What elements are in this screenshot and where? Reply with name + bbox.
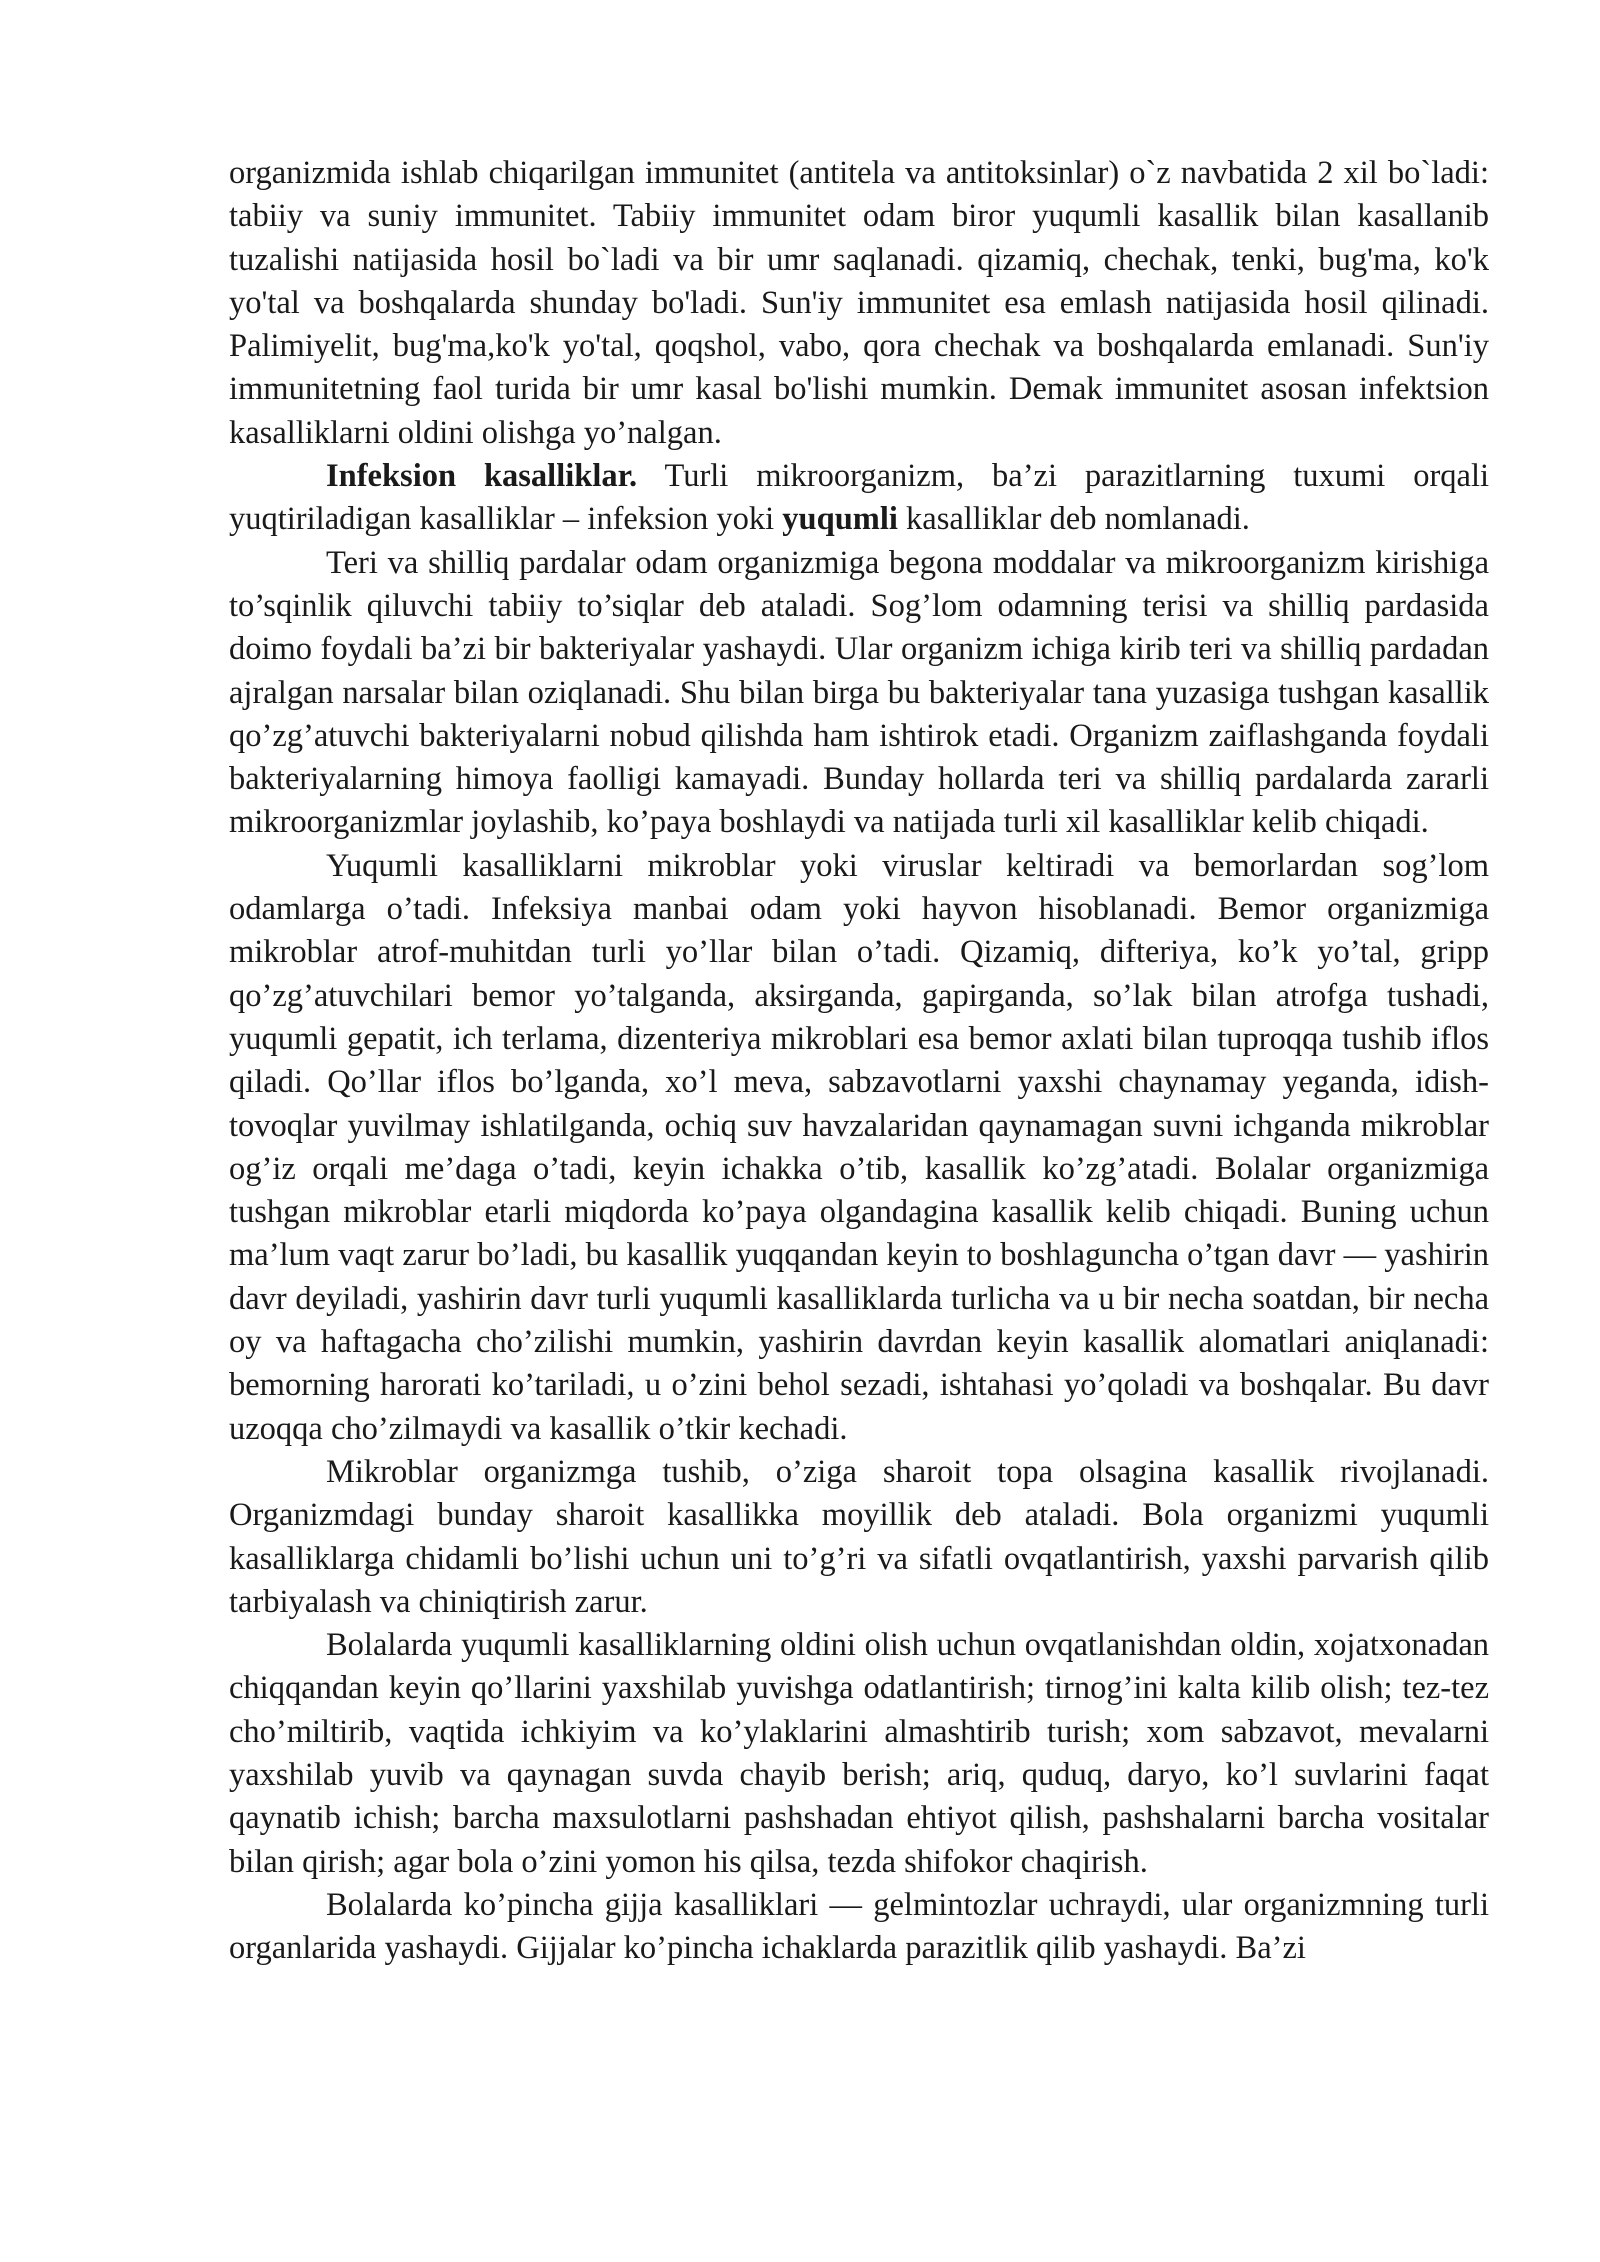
paragraph-predisposition: Mikroblar organizmga tushib, o’ziga sharoit topa olsagina kasallik rivojlanadi. Organizmdagi bunday sharoit kasallikka moyillik deb ataladi. Bola organizmi yuqumli kasalliklarga chidamli bo’lishi uchun uni to’g’ri va sifatli ovqatlantirish, yaxshi parvarish qilib tarbiyalash va chiniqtirish zarur. [229,1453,1489,1620]
paragraph-skin-barriers: Teri va shilliq pardalar odam organizmiga begona moddalar va mikroorganizm kirishiga to’sqinlik qiluvchi tabiiy to’siqlar deb ataladi. Sog’lom odamning terisi va shilliq pardasida doimo foydali ba’zi bir bakteriyalar yashaydi. Ular organizm ichiga kirib teri va shilliq pardadan ajralgan narsalar bilan oziqlanadi. Shu bilan birga bu bakteriyalar tana yuzasiga tushgan kasallik qo’zg’atuvchi bakteriyalarni nobud qilishda ham ishtirok etadi. Organizm zaiflashganda foydali bakteriyalarning himoya faolligi kamayadi. Bunday hollarda teri va shilliq pardalarda zararli mikroorganizmlar joylashib, ko’paya boshlaydi va natijada turli xil kasalliklar kelib chiqadi. [229,544,1489,841]
bold-term-yuqumli: yuqumli [782,501,898,538]
paragraph-immunity: organizmida ishlab chiqarilgan immunitet (antitela va antitoksinlar) o`z navbatida 2 xil bo`ladi: tabiiy va suniy immunitet. Tabiiy immunitet odam biror yuqumli kasallik bilan kasallanib tuzalishi natijasida hosil bo`ladi va bir umr saqlanadi. qizamiq, chechak, tenki, bug'ma, ko'k yo'tal va boshqalarda shunday bo'ladi. Sun'iy immunitet esa emlash natijasida hosil qilinadi. Palimiyelit, bug'ma,ko'k yo'tal, qoqshol, vabo, qora chechak va boshqalarda emlanadi. Sun'iy immunitetning faol turida bir umr kasal bo'lishi mumkin. Demak immunitet asosan infektsion kasalliklarni oldini olishga yo’nalgan. [229,155,1489,451]
paragraph-helminths: Bolalarda ko’pincha gijja kasalliklari — gelmintozlar uchraydi, ular organizmning turli organlarida yashaydi. Gijjalar ko’pincha ichaklarda parazitlik qilib yashaydi. Ba’zi [229,1886,1489,1967]
paragraph-text: kasalliklar deb nomlanadi. [897,501,1250,538]
paragraph-transmission: Yuqumli kasalliklarni mikroblar yoki viruslar keltiradi va bemorlardan sog’lom odamlarga o’tadi. Infeksiya manbai odam yoki hayvon hisoblanadi. Bemor organizmiga mikroblar atrof-muhitdan turli yo’llar bilan o’tadi. Qizamiq, difteriya, ko’k yo’tal, gripp qo’zg’atuvchilari bemor yo’talganda, aksirganda, gapirganda, so’lak bilan atrofga tushadi, yuqumli gepatit, ich terlama, dizenteriya mikroblari esa bemor axlati bilan tuproqqa tushib iflos qiladi. Qo’llar iflos bo’lganda, xo’l meva, sabzavotlarni yaxshi chaynamay yeganda, idish-tovoqlar yuvilmay ishlatilganda, ochiq suv havzalaridan qaynamagan suvni ichganda mikroblar og’iz orqali me’daga o’tadi, keyin ichakka o’tib, kasallik ko’zg’atadi. Bolalar organizmiga tushgan mikroblar etarli miqdorda ko’paya olgandagina kasallik kelib chiqadi. Buning uchun ma’lum vaqt zarur bo’ladi, bu kasallik yuqqandan keyin to boshlaguncha o’tgan davr — yashirin davr deyiladi, yashirin davr turli yuqumli kasalliklarda turlicha va u bir necha soatdan, bir necha oy va haftagacha cho’zilishi mumkin, yashirin davrdan keyin kasallik alomatlari aniqlanadi: bemorning harorati ko’tariladi, u o’zini behol sezadi, ishtahasi yo’qoladi va boshqalar. Bu davr uzoqqa cho’zilmaydi va kasallik o’tkir kechadi. [229,847,1489,1447]
paragraph-text: Turli mikroorganizm, ba’zi parazitlarning tuxumi orqali yuqtiriladigan kasalliklar – infeksion yoki [229,458,1490,538]
heading-infectious-diseases: Infeksion kasalliklar. [326,458,638,495]
paragraph-prevention: Bolalarda yuqumli kasalliklarning oldini olish uchun ovqatlanishdan oldin, xojatxonadan chiqqandan keyin qo’llarini yaxshilab yuvishga odatlantirish; tirnog’ini kalta kilib olish; tez-tez cho’miltirib, vaqtida ichkiyim va ko’ylaklarini almashtirib turish; xom sabzavot, mevalarni yaxshilab yuvib va qaynagan suvda chayib berish; ariq, quduq, daryo, ko’l suvlarini faqat qaynatib ichish; barcha maxsulotlarni pashshadan ehtiyot qilish, pashshalarni barcha vositalar bilan qirish; agar bola o’zini yomon his qilsa, tezda shifokor chaqirish. [229,1627,1489,1880]
document-page [229,152,1489,1970]
paragraph-infectious-diseases [229,455,1489,542]
